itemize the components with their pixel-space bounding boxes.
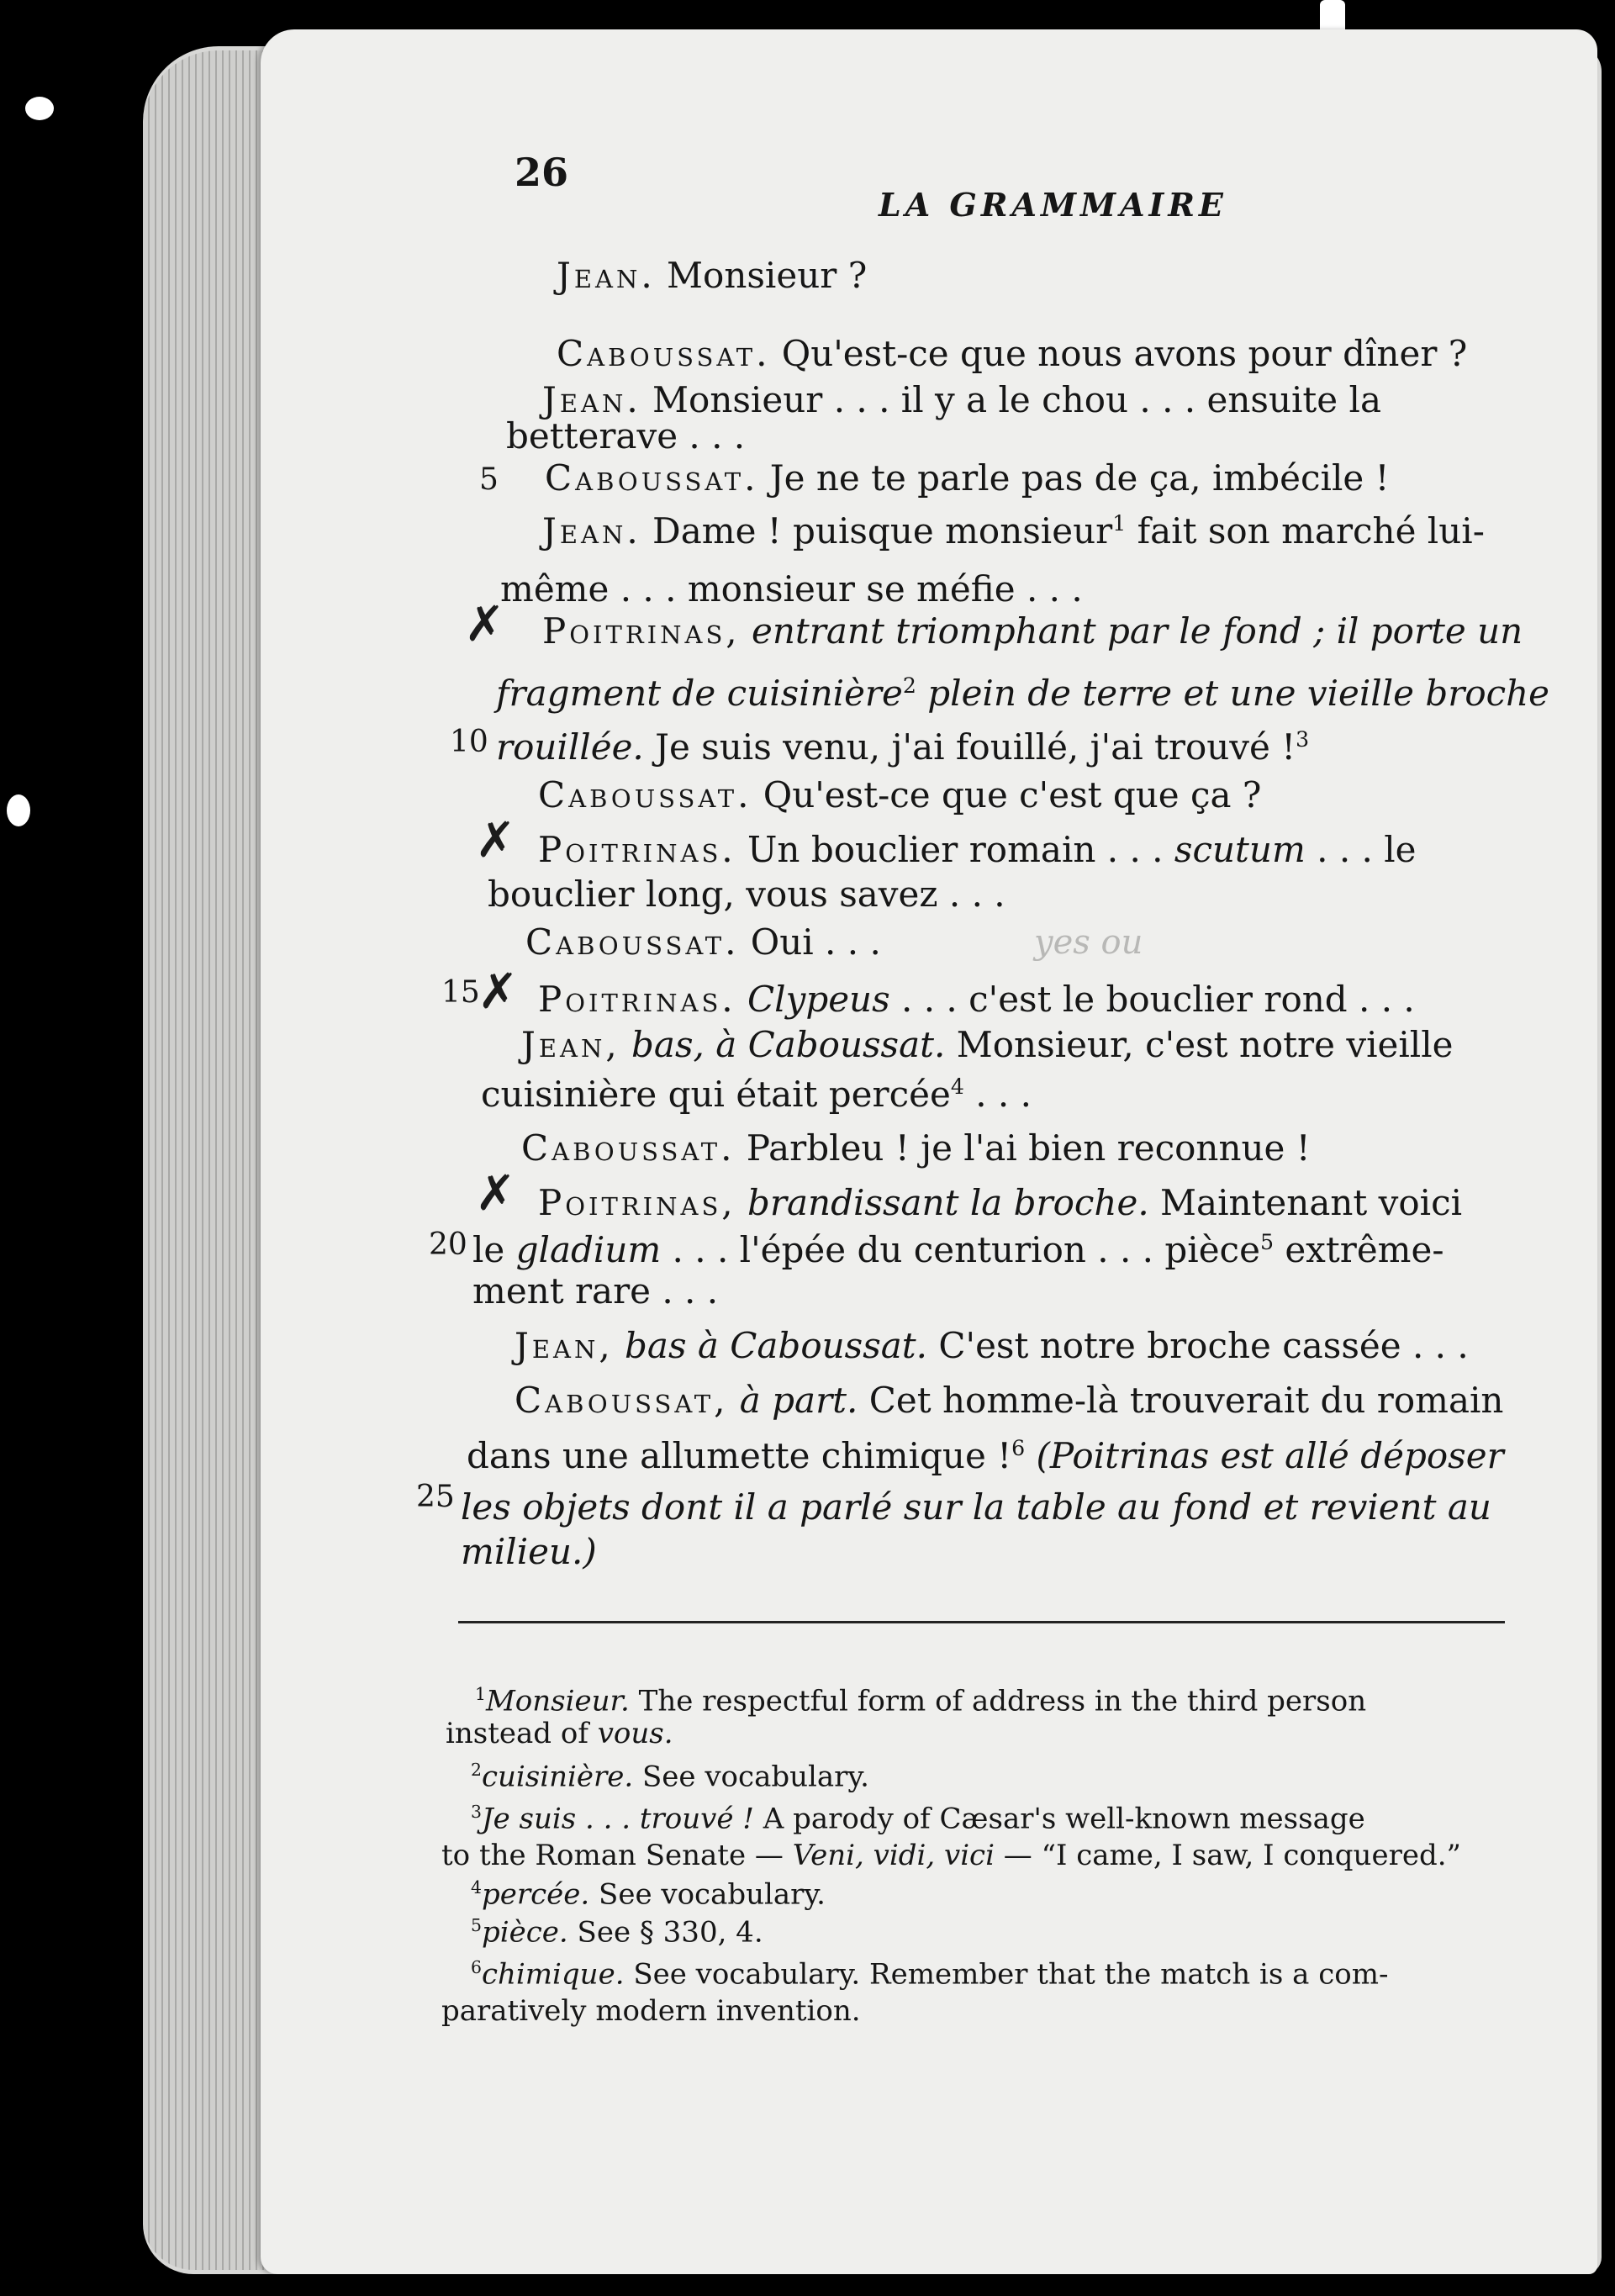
text-line: milieu.) xyxy=(461,1531,597,1572)
text-line: le gladium . . . l'épée du centurion . . . pièce$^5$ extrême- xyxy=(472,1229,1444,1270)
footnote: paratively modern invention. xyxy=(441,1994,861,2028)
text-line: bouclier long, vous savez . . . xyxy=(488,874,1005,915)
text-line: dans une allumette chimique !$^6$ (Poitrinas est allé déposer xyxy=(467,1435,1504,1476)
scan-speck xyxy=(25,97,54,120)
text-line: Poitrinas, entrant triomphant par le fond ; il porte un xyxy=(542,610,1523,652)
footnote: instead of vous. xyxy=(446,1717,673,1750)
text-line: Caboussat. Oui . . . xyxy=(525,921,881,963)
footnote: to the Roman Senate — Veni, vidi, vici — “I came, I saw, I conquered.” xyxy=(441,1839,1461,1872)
footnote: $^4$percée. See vocabulary. xyxy=(471,1877,826,1912)
text-line: même . . . monsieur se méfie . . . xyxy=(500,568,1083,610)
text-line: les objets dont il a parlé sur la table au fond et revient au xyxy=(461,1486,1491,1528)
text-line: Jean. Dame ! puisque monsieur$^1$ fait son marché lui- xyxy=(542,510,1485,552)
handwritten-cross-mark: ✗ xyxy=(478,963,519,1020)
line-number: 10 xyxy=(450,725,488,759)
text-line: rouillée. Je suis venu, j'ai fouillé, j'ai trouvé !$^3$ xyxy=(496,726,1310,768)
text-line: Poitrinas. Clypeus . . . c'est le bouclier rond . . . xyxy=(538,979,1415,1020)
line-number: 5 xyxy=(479,462,499,497)
pencil-annotation: yes ou xyxy=(1034,923,1143,962)
text-line: fragment de cuisinière$^2$ plein de terre et une vieille broche xyxy=(496,673,1550,714)
handwritten-cross-mark: ✗ xyxy=(475,1164,516,1222)
text-line: Caboussat, à part. Cet homme-là trouverait du romain xyxy=(515,1380,1504,1421)
text-line: Caboussat. Qu'est-ce que c'est que ça ? xyxy=(538,774,1262,815)
text-line: cuisinière qui était percée$^4$ . . . xyxy=(481,1074,1032,1115)
text-line: Poitrinas, brandissant la broche. Maintenant voici xyxy=(538,1182,1463,1223)
text-line: Jean, bas à Caboussat. C'est notre broche cassée . . . xyxy=(515,1325,1469,1366)
line-number: 15 xyxy=(441,975,480,1010)
text-line: betterave . . . xyxy=(506,415,746,457)
running-title: LA GRAMMAIRE xyxy=(879,186,1227,224)
handwritten-cross-mark: ✗ xyxy=(464,595,505,652)
line-number: 20 xyxy=(429,1227,467,1262)
page-edges xyxy=(143,50,269,2270)
footnote: $^5$pièce. See § 330, 4. xyxy=(471,1915,763,1950)
text-line: Jean, bas, à Caboussat. Monsieur, c'est notre vieille xyxy=(521,1024,1454,1065)
footnote: $^3$Je suis . . . trouvé ! A parody of Cæsar's well-known message xyxy=(471,1802,1365,1836)
text-line: Caboussat. Parbleu ! je l'ai bien reconnue ! xyxy=(521,1127,1311,1169)
text-line: Caboussat. Qu'est-ce que nous avons pour dîner ? xyxy=(557,333,1468,374)
page-number: 26 xyxy=(515,150,569,195)
text-line: Poitrinas. Un bouclier romain . . . scutum . . . le xyxy=(538,829,1417,870)
footnote: $^6$chimique. See vocabulary. Remember that the match is a com- xyxy=(471,1957,1389,1992)
footnote-rule xyxy=(458,1621,1505,1623)
footnote: $^1$Monsieur. The respectful form of address in the third person xyxy=(475,1684,1367,1718)
text-line: Jean. Monsieur ? xyxy=(557,255,868,296)
scan-speck xyxy=(7,794,30,826)
text-line: Caboussat. Je ne te parle pas de ça, imbécile ! xyxy=(545,457,1390,499)
footnote: $^2$cuisinière. See vocabulary. xyxy=(471,1760,869,1794)
text-line: ment rare . . . xyxy=(472,1270,719,1312)
text-line: Jean. Monsieur . . . il y a le chou . . . ensuite la xyxy=(542,379,1381,420)
handwritten-cross-mark: ✗ xyxy=(475,811,516,868)
line-number: 25 xyxy=(416,1480,455,1514)
